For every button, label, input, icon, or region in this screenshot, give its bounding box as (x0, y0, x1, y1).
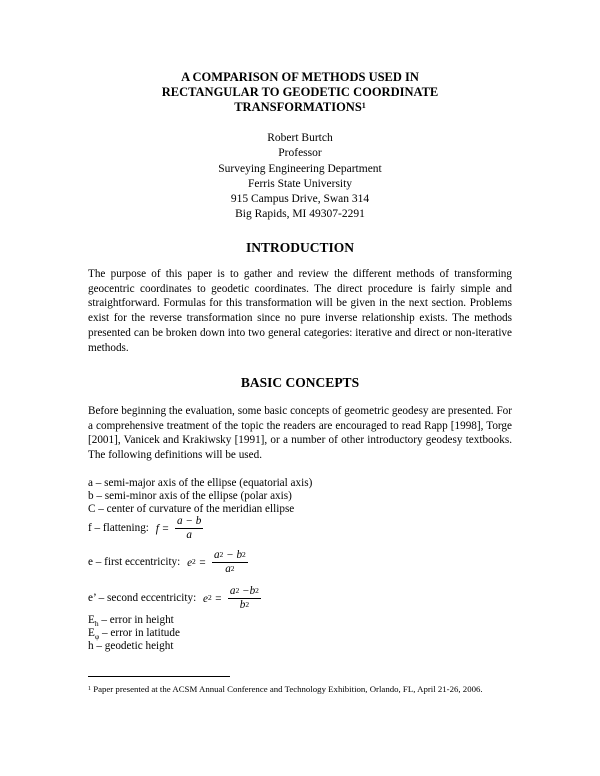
author-name: Robert Burtch (267, 132, 333, 144)
den-a: a (225, 563, 231, 575)
title-footnote-marker: 1 (361, 101, 366, 110)
author-address-1: 915 Campus Drive, Swan 314 (230, 193, 370, 206)
first-eccentricity-fraction (212, 549, 248, 576)
e-symbol: e (187, 556, 193, 569)
first-eccentricity-denominator (212, 563, 248, 576)
flattening-lhs: f = (155, 522, 170, 535)
den-a-exponent: 2 (230, 564, 235, 573)
first-eccentricity-numerator (212, 549, 248, 563)
definition-geodetic-height: h – geodetic height (88, 640, 174, 652)
num-a: a (229, 585, 236, 597)
definition-first-eccentricity (88, 549, 248, 576)
flattening-denominator: a (186, 529, 192, 541)
introduction-paragraph: The purpose of this paper is to gather and review the different methods of transforming geocentric coordinates to geodetic coordinates. The direct procedure is fairly simple and straightforward. Formulas for this transformation will be given in the next section. Problems exist for the reverse transformation since no pure inverse relationship exists. The methods presented can be broken down into two general categories: iterative and direct or non-iterative methods. (88, 268, 512, 354)
title-line-3 (0, 100, 600, 115)
e-prime-exponent: 2 (207, 592, 212, 602)
basic-concepts-paragraph: Before beginning the evaluation, some basic concepts of geometric geodesy are presented. For a comprehensive treatment of the topic the readers are encouraged to read Rapp [1998], Torge [2001], Vanicek and Krakiwsky [1991], or a number of other introductory geodesy textbooks. The following definitions will be used. (88, 405, 512, 462)
equals-sign: = (198, 556, 207, 569)
first-eccentricity-lhs (187, 556, 206, 570)
ephi-text: – error in latitude (99, 627, 180, 639)
den-b-exponent: 2 (245, 600, 250, 609)
flattening-numerator: a − b (176, 515, 202, 527)
second-eccentricity-label: e’ – second eccentricity: (88, 592, 197, 605)
flattening-fraction (175, 515, 203, 542)
minus-sign: − (223, 549, 237, 561)
num-a-exponent: 2 (219, 550, 224, 559)
paper-title (0, 70, 600, 115)
title-line-2: RECTANGULAR TO GEODETIC COORDINATE (161, 85, 439, 99)
author-address-2: Big Rapids, MI 49307-2291 (235, 208, 365, 221)
num-a: a (213, 549, 220, 561)
e-prime-symbol: e (203, 592, 208, 605)
introduction-heading: INTRODUCTION (245, 240, 354, 255)
author-department: Surveying Engineering Department (218, 162, 382, 175)
num-b-exponent: 2 (242, 550, 246, 559)
second-eccentricity-fraction (228, 585, 261, 612)
definition-c: C – center of curvature of the meridian ellipse (88, 503, 295, 515)
den-b: b (239, 599, 246, 611)
num-b-exponent: 2 (255, 586, 259, 595)
second-eccentricity-numerator (228, 585, 261, 599)
author-university: Ferris State University (247, 177, 353, 190)
author-position: Professor (278, 147, 322, 160)
title-line-1: A COMPARISON OF METHODS USED IN (181, 70, 419, 84)
e-exponent: 2 (192, 556, 196, 566)
first-eccentricity-label: e – first eccentricity: (88, 556, 181, 569)
basic-concepts-heading: BASIC CONCEPTS (240, 375, 360, 390)
minus-b: −b (239, 585, 256, 597)
second-eccentricity-lhs (203, 592, 222, 606)
definition-flattening (88, 515, 203, 542)
footnote-divider (88, 676, 230, 677)
num-a-exponent: 2 (235, 586, 240, 595)
footnote-marker: 1 (88, 686, 91, 692)
definition-b: b – semi-minor axis of the ellipse (polar axis) (88, 490, 292, 502)
footnote-text: Paper presented at the ACSM Annual Conference and Technology Exhibition, Orlando, FL, April 21-26, 2006. (91, 684, 483, 694)
definition-second-eccentricity (88, 585, 261, 612)
flattening-label: f – flattening: (88, 522, 149, 535)
equals-sign: = (214, 592, 223, 605)
definition-a: a – semi-major axis of the ellipse (equatorial axis) (88, 477, 313, 489)
ephi-base: E (88, 627, 95, 639)
eh-base: E (88, 614, 95, 626)
ephi-subscript: φ (94, 632, 100, 642)
author-block (0, 131, 600, 223)
second-eccentricity-denominator (228, 599, 261, 612)
title-line-3-text: TRANSFORMATIONS (234, 100, 362, 114)
num-b: b (236, 549, 243, 561)
eh-text: – error in height (98, 614, 174, 626)
footnote (88, 683, 512, 695)
eh-subscript: h (94, 619, 99, 629)
